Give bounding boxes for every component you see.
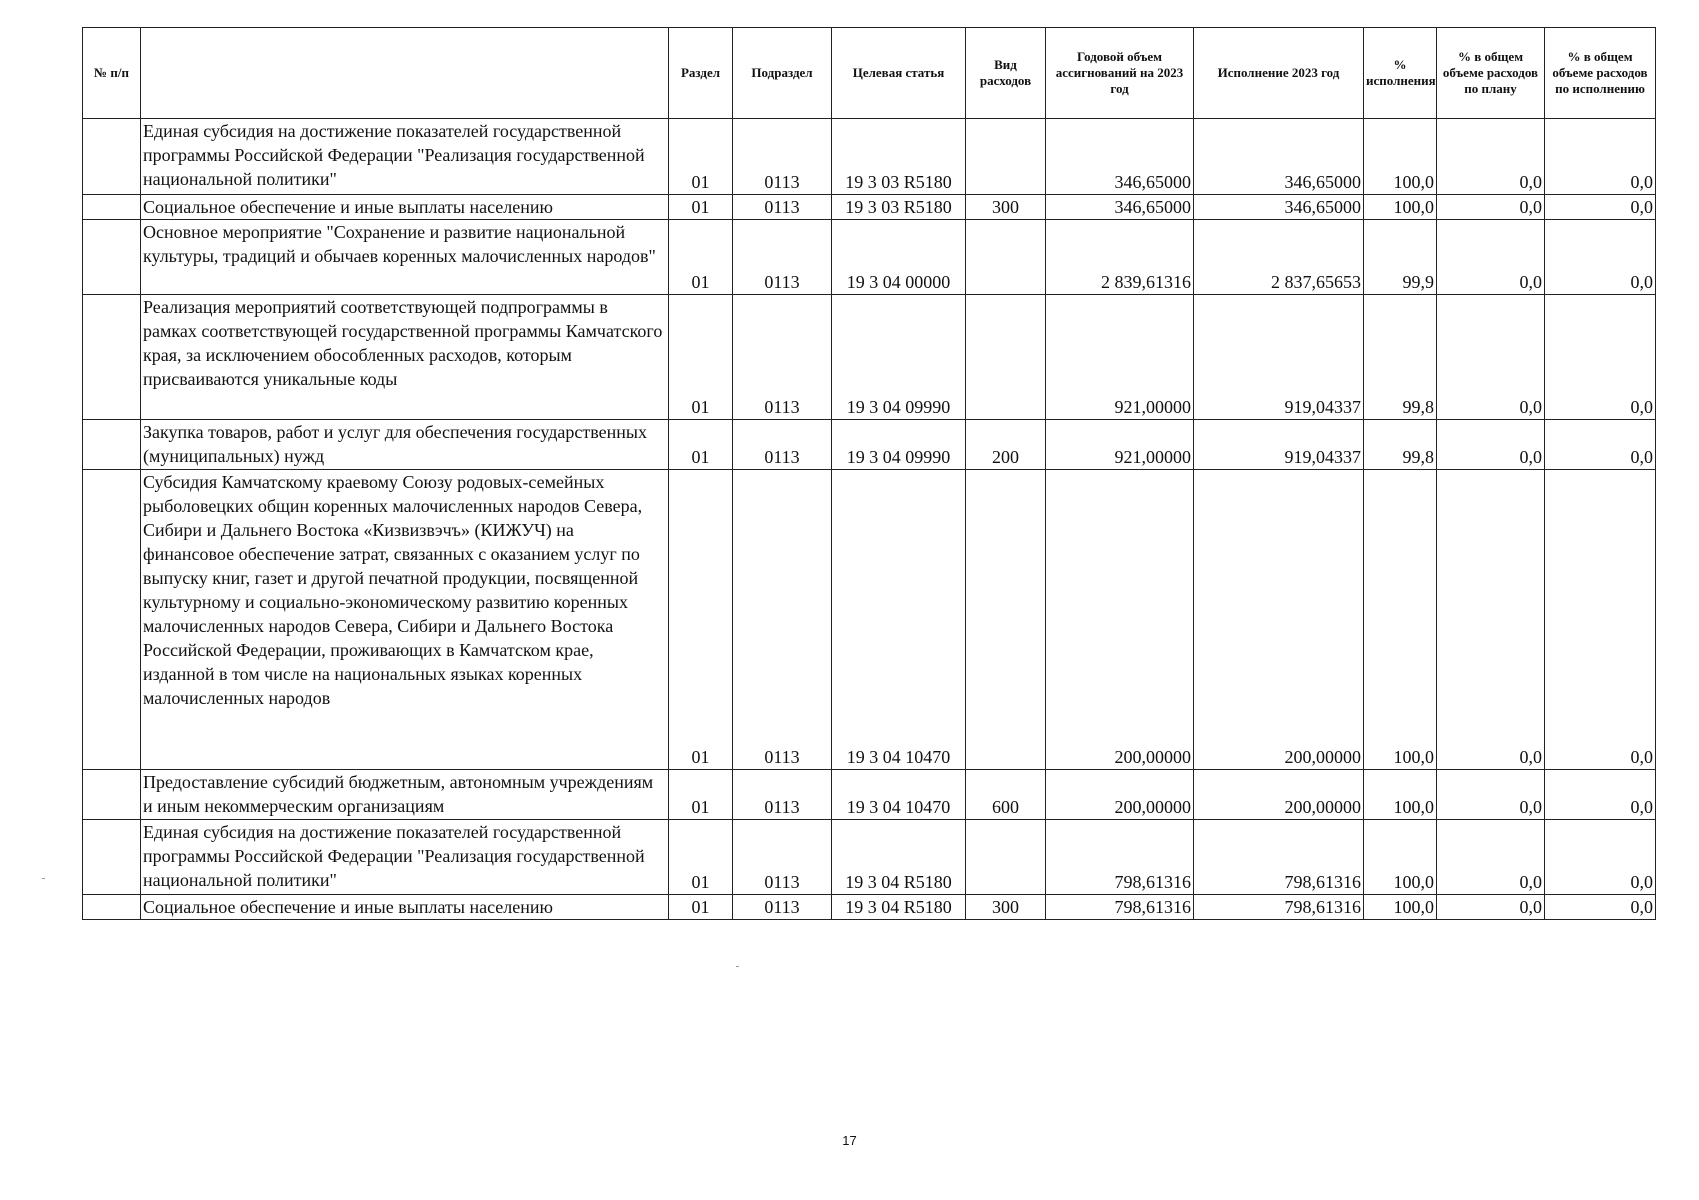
budget-table-container xyxy=(82,27,1656,920)
row-fact: 798,61316 xyxy=(1194,820,1364,895)
row-vid: 300 xyxy=(966,895,1046,920)
row-share-fact: 0,0 xyxy=(1545,820,1656,895)
row-plan: 200,00000 xyxy=(1046,770,1194,820)
page-number: 17 xyxy=(842,1133,857,1148)
row-pct: 100,0 xyxy=(1364,770,1437,820)
row-share-plan: 0,0 xyxy=(1437,770,1545,820)
row-share-fact: 0,0 xyxy=(1545,770,1656,820)
row-num xyxy=(83,195,141,220)
row-plan: 798,61316 xyxy=(1046,895,1194,920)
row-plan: 200,00000 xyxy=(1046,470,1194,770)
row-statya: 19 3 03 R5180 xyxy=(832,195,966,220)
header-fact: Исполнение 2023 год xyxy=(1194,28,1364,119)
row-pct: 100,0 xyxy=(1364,470,1437,770)
row-name: Субсидия Камчатскому краевому Союзу родовых-семейных рыболовецких общин коренных малочисленных народов Севера, Сибири и Дальнего Востока «Кизвизвэчъ» (КИЖУЧ) на финансовое обеспечение затрат, связанных с оказанием услуг по выпуску книг, газет и другой печатной продукции, посвященной культурному и социально-экономическому развитию коренных малочисленных народов Севера, Сибири и Дальнего Востока Российской Федерации, проживающих в Камчатском крае, изданной в том числе на национальных языках коренных малочисленных народов xyxy=(141,470,669,770)
row-vid: 300 xyxy=(966,195,1046,220)
row-share-fact: 0,0 xyxy=(1545,470,1656,770)
row-statya: 19 3 04 10470 xyxy=(832,770,966,820)
header-pct: % исполнения xyxy=(1364,28,1437,119)
row-vid xyxy=(966,820,1046,895)
row-num xyxy=(83,770,141,820)
table-row xyxy=(83,820,1656,895)
row-statya: 19 3 04 09990 xyxy=(832,420,966,470)
table-row xyxy=(83,420,1656,470)
row-fact: 919,04337 xyxy=(1194,420,1364,470)
row-pct: 99,8 xyxy=(1364,295,1437,420)
row-share-plan: 0,0 xyxy=(1437,895,1545,920)
row-razdel: 01 xyxy=(669,420,733,470)
row-share-fact: 0,0 xyxy=(1545,220,1656,295)
header-name xyxy=(141,28,669,119)
row-name: Основное мероприятие "Сохранение и развитие национальной культуры, традиций и обычаев коренных малочисленных народов" xyxy=(141,220,669,295)
row-share-fact: 0,0 xyxy=(1545,895,1656,920)
header-row xyxy=(83,28,1656,119)
row-plan: 2 839,61316 xyxy=(1046,220,1194,295)
row-plan: 921,00000 xyxy=(1046,295,1194,420)
row-podrazdel: 0113 xyxy=(733,220,832,295)
row-razdel: 01 xyxy=(669,895,733,920)
row-pct: 100,0 xyxy=(1364,195,1437,220)
header-num: № п/п xyxy=(83,28,141,119)
row-podrazdel: 0113 xyxy=(733,295,832,420)
header-podrazdel: Подраздел xyxy=(733,28,832,119)
row-share-plan: 0,0 xyxy=(1437,195,1545,220)
row-pct: 100,0 xyxy=(1364,895,1437,920)
row-share-plan: 0,0 xyxy=(1437,220,1545,295)
row-podrazdel: 0113 xyxy=(733,820,832,895)
row-vid: 200 xyxy=(966,420,1046,470)
row-name: Социальное обеспечение и иные выплаты населению xyxy=(141,195,669,220)
row-name: Единая субсидия на достижение показателей государственной программы Российской Федерации "Реализация государственной национальной политики" xyxy=(141,119,669,195)
table-row xyxy=(83,770,1656,820)
header-vid: Вид расходов xyxy=(966,28,1046,119)
row-num xyxy=(83,220,141,295)
row-num xyxy=(83,470,141,770)
row-name: Единая субсидия на достижение показателей государственной программы Российской Федерации "Реализация государственной национальной политики" xyxy=(141,820,669,895)
row-share-fact: 0,0 xyxy=(1545,295,1656,420)
row-vid xyxy=(966,119,1046,195)
row-podrazdel: 0113 xyxy=(733,770,832,820)
header-plan: Годовой объем ассигнований на 2023 год xyxy=(1046,28,1194,119)
row-name: Социальное обеспечение и иные выплаты населению xyxy=(141,895,669,920)
table-row xyxy=(83,295,1656,420)
header-share-fact: % в общем объеме расходов по исполнению xyxy=(1545,28,1656,119)
row-podrazdel: 0113 xyxy=(733,895,832,920)
budget-execution-table xyxy=(82,27,1656,920)
row-razdel: 01 xyxy=(669,295,733,420)
row-razdel: 01 xyxy=(669,119,733,195)
scan-speck xyxy=(736,966,739,967)
row-num xyxy=(83,119,141,195)
row-podrazdel: 0113 xyxy=(733,420,832,470)
row-share-fact: 0,0 xyxy=(1545,420,1656,470)
row-razdel: 01 xyxy=(669,820,733,895)
table-body xyxy=(83,119,1656,920)
row-share-fact: 0,0 xyxy=(1545,119,1656,195)
row-name: Реализация мероприятий соответствующей подпрограммы в рамках соответствующей государственной программы Камчатского края, за исключением обособленных расходов, которым присваиваются уникальные коды xyxy=(141,295,669,420)
row-plan: 346,65000 xyxy=(1046,119,1194,195)
row-fact: 200,00000 xyxy=(1194,470,1364,770)
row-fact: 798,61316 xyxy=(1194,895,1364,920)
header-share-plan: % в общем объеме расходов по плану xyxy=(1437,28,1545,119)
row-plan: 346,65000 xyxy=(1046,195,1194,220)
row-statya: 19 3 04 00000 xyxy=(832,220,966,295)
row-statya: 19 3 03 R5180 xyxy=(832,119,966,195)
row-podrazdel: 0113 xyxy=(733,119,832,195)
row-vid: 600 xyxy=(966,770,1046,820)
row-razdel: 01 xyxy=(669,220,733,295)
header-statya: Целевая статья xyxy=(832,28,966,119)
row-num xyxy=(83,820,141,895)
row-pct: 100,0 xyxy=(1364,119,1437,195)
row-fact: 346,65000 xyxy=(1194,195,1364,220)
row-statya: 19 3 04 09990 xyxy=(832,295,966,420)
table-row xyxy=(83,195,1656,220)
row-share-plan: 0,0 xyxy=(1437,820,1545,895)
row-num xyxy=(83,295,141,420)
table-row xyxy=(83,119,1656,195)
row-share-plan: 0,0 xyxy=(1437,295,1545,420)
row-razdel: 01 xyxy=(669,770,733,820)
row-podrazdel: 0113 xyxy=(733,470,832,770)
row-statya: 19 3 04 R5180 xyxy=(832,820,966,895)
row-name: Закупка товаров, работ и услуг для обеспечения государственных (муниципальных) нужд xyxy=(141,420,669,470)
row-share-plan: 0,0 xyxy=(1437,119,1545,195)
row-fact: 200,00000 xyxy=(1194,770,1364,820)
row-pct: 100,0 xyxy=(1364,820,1437,895)
row-razdel: 01 xyxy=(669,470,733,770)
header-razdel: Раздел xyxy=(669,28,733,119)
table-row xyxy=(83,895,1656,920)
row-fact: 919,04337 xyxy=(1194,295,1364,420)
row-vid xyxy=(966,220,1046,295)
table-row xyxy=(83,220,1656,295)
row-fact: 2 837,65653 xyxy=(1194,220,1364,295)
row-share-fact: 0,0 xyxy=(1545,195,1656,220)
row-num xyxy=(83,895,141,920)
row-fact: 346,65000 xyxy=(1194,119,1364,195)
row-plan: 921,00000 xyxy=(1046,420,1194,470)
row-pct: 99,9 xyxy=(1364,220,1437,295)
row-statya: 19 3 04 R5180 xyxy=(832,895,966,920)
row-name: Предоставление субсидий бюджетным, автономным учреждениям и иным некоммерческим организациям xyxy=(141,770,669,820)
row-podrazdel: 0113 xyxy=(733,195,832,220)
row-vid xyxy=(966,295,1046,420)
scan-speck xyxy=(42,878,45,879)
row-pct: 99,8 xyxy=(1364,420,1437,470)
row-vid xyxy=(966,470,1046,770)
row-share-plan: 0,0 xyxy=(1437,420,1545,470)
row-statya: 19 3 04 10470 xyxy=(832,470,966,770)
row-razdel: 01 xyxy=(669,195,733,220)
table-row xyxy=(83,470,1656,770)
row-num xyxy=(83,420,141,470)
row-plan: 798,61316 xyxy=(1046,820,1194,895)
row-share-plan: 0,0 xyxy=(1437,470,1545,770)
